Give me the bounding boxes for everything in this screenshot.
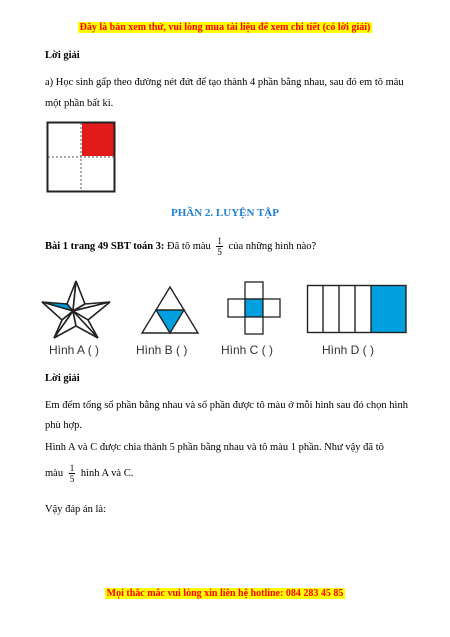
line3-fraction [69,463,76,484]
solution2-paragraph1: Em đếm tổng số phần bằng nhau và số phần được tô màu ở mỗi hình sau đó chọn hình phù hợp. [45,400,408,431]
figure-a-caption: Hình A ( ) [49,343,100,357]
solution2-heading: Lời giải [45,373,80,384]
figure-c-caption: Hình C ( ) [221,343,274,357]
solution-heading: Lời giải [45,50,80,61]
line3-fraction-denominator: 5 [69,474,75,484]
exercise-suffix: của những hình nào? [228,240,317,252]
fraction-denominator: 5 [217,247,222,257]
line3-prefix: màu [45,467,64,479]
header-notice-row [0,21,450,33]
exercise-prefix: Đã tô màu [167,240,211,252]
figure-c-cross [226,280,282,336]
solution2-line3 [45,463,133,484]
footer-notice: Mọi thắc mắc vui lòng xin liên hệ hotline: 084 283 45 85 [106,588,344,599]
figure-b-triangle [140,285,200,335]
part-heading: PHẦN 2. LUYỆN TẬP [171,207,279,219]
figure-b-caption: Hình B ( ) [136,343,188,357]
figure-d-caption: Hình D ( ) [322,343,375,357]
header-notice: Đây là bản xem thử, vui lòng mua tài liệu để xem chi tiết (có lời giải) [79,22,371,33]
footer-notice-row [0,587,450,599]
figure-a-star [40,278,112,340]
answer-line: Vậy đáp án là: [45,504,106,515]
solution2-paragraph2: Hình A và C được chia thành 5 phần bằng nhau và tô màu 1 phần. Như vậy đã tô [45,442,384,453]
solution-paragraph: a) Học sinh gấp theo đường nét đứt để tạo thành 4 phần bằng nhau, sau đó em tô màu một phần bất kì. [45,77,404,109]
figure-c-colored-part [245,299,263,317]
figure-d-rectangle [306,284,408,334]
line3-suffix: hình A và C. [80,467,134,479]
line3-fraction-numerator: 1 [69,463,75,473]
folded-square-figure [46,121,116,193]
figure-d-colored-part [371,286,406,333]
exercise-label: Bài 1 trang 49 SBT toán 3: [45,240,165,252]
exercise-fraction [216,236,223,257]
exercise-line [45,236,316,257]
fraction-numerator: 1 [217,236,222,246]
colored-quarter [82,123,114,156]
